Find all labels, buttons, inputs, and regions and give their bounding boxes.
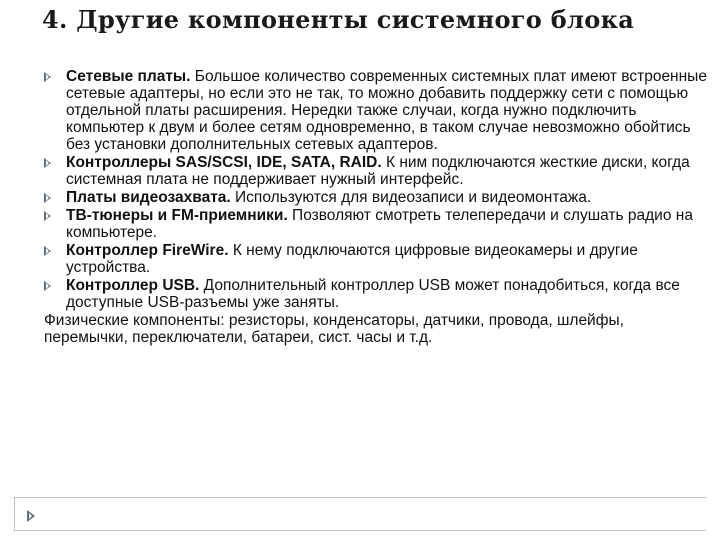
triangle-bullet-icon — [44, 193, 51, 203]
footer-divider — [14, 497, 706, 498]
list-item-network-cards — [44, 68, 710, 153]
item-text: Позволяют смотреть телепередачи и слушать радио на компьютере. — [66, 207, 693, 241]
item-term: ТВ-тюнеры и FM-приемники. — [66, 207, 288, 224]
triangle-bullet-icon — [44, 72, 51, 82]
item-text: К нему подключаются цифровые видеокамеры и другие устройства. — [66, 242, 638, 276]
item-term: Контроллер USB. — [66, 277, 200, 294]
slide-content — [44, 68, 710, 346]
item-term: Платы видеозахвата. — [66, 189, 231, 206]
item-text: Большое количество современных системных плат имеют встроенные сетевые адаптеры, но если это не так, то можно добавить поддержку сети с помощью отдельной платы расширения. Нередки также случаи, когда нужно подключить компьютер к двум и более сетям одновременно, в таком случае невозможно обойтись без установки дополнительных сетевых адаптеров. — [66, 68, 707, 153]
item-term: Контроллеры SAS/SCSI, IDE, SATA, RAID. — [66, 154, 382, 171]
triangle-bullet-icon — [44, 158, 51, 168]
list-item-firewire — [44, 242, 710, 276]
item-text: К ним подключаются жесткие диски, когда системная плата не поддерживает нужный интерфейс. — [66, 154, 690, 188]
triangle-bullet-icon — [44, 281, 51, 291]
item-term: Контроллер FireWire. — [66, 242, 229, 259]
list-item-storage-controllers — [44, 154, 710, 188]
item-text: Используются для видеозаписи и видеомонтажа. — [230, 189, 592, 206]
list-item-usb — [44, 277, 710, 311]
footer-frame-left — [14, 497, 15, 531]
footer-frame-bottom — [14, 530, 706, 531]
next-slide-arrow-icon[interactable] — [27, 510, 35, 522]
item-text: Дополнительный контроллер USB может понадобиться, когда все доступные USB-разъемы уже заняты. — [66, 277, 680, 311]
triangle-bullet-icon — [44, 211, 51, 221]
triangle-bullet-icon — [44, 246, 51, 256]
list-item-tv-tuners — [44, 207, 710, 241]
item-term: Сетевые платы. — [66, 68, 191, 85]
slide-title: 4. Другие компоненты системного блока — [42, 5, 635, 34]
physical-components-text: Физические компоненты: резисторы, конденсаторы, датчики, провода, шлейфы, перемычки, переключатели, батареи, сист. часы и т.д. — [44, 312, 624, 346]
list-item-video-capture — [44, 189, 710, 206]
